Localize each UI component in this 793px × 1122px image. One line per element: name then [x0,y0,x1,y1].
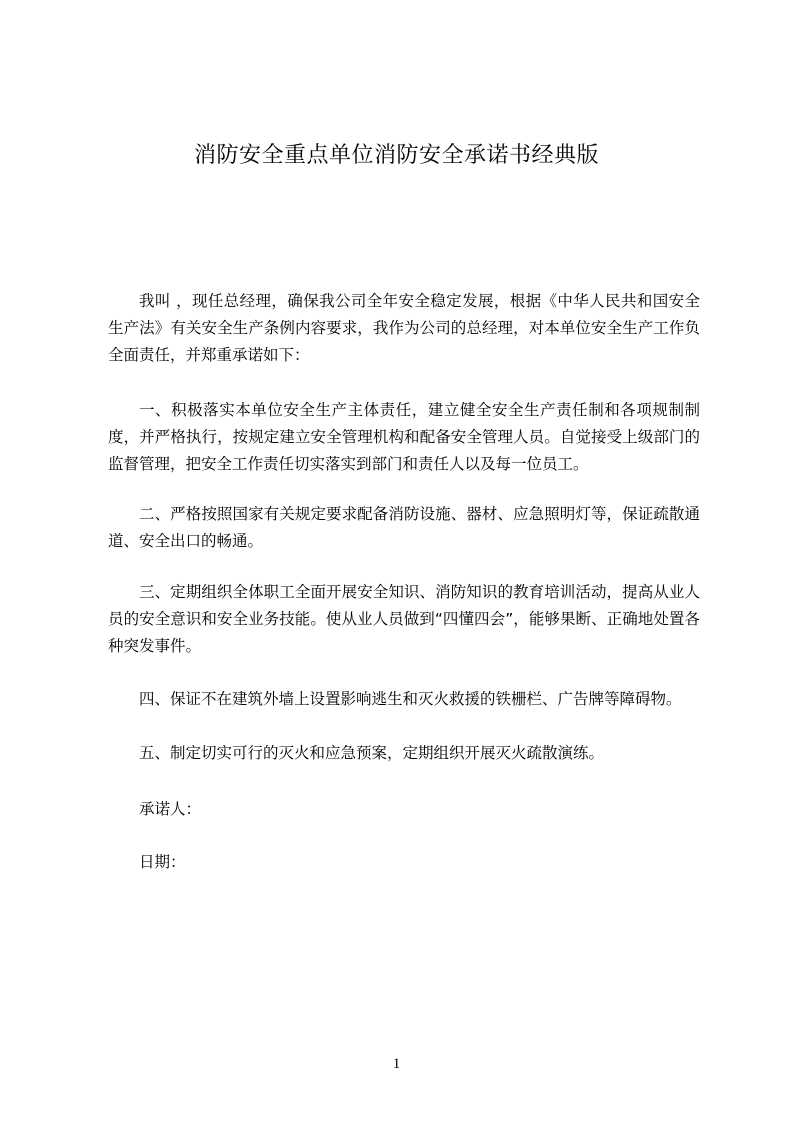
date-label: 日期： [139,853,186,871]
commitment-item-5: 五、制定切实可行的灭火和应急预案，定期组织开展灭火疏散演练。 [139,744,605,762]
commitment-item-1: 一、积极落实本单位安全生产主体责任，建立健全安全生产责任制和各项规制制度，并严格执行，按规定建立安全管理机构和配备安全管理人员。自觉接受上级部门的监督管理，把安全工作责任切实落实到部门和责任人以及每一位员工。 [108,401,700,473]
commitment-item-4: 四、保证不在建筑外墙上设置影响逃生和灭火救援的铁栅栏、广告牌等障碍物。 [139,690,682,708]
signer-label: 承诺人： [139,800,202,818]
intro-paragraph: 我叫 ，现任总经理，确保我公司全年安全稳定发展，根据《中华人民共和国安全生产法》有关安全生产条例内容要求，我作为公司的总经理，对本单位安全生产工作负全面责任，并郑重承诺如下： [108,292,700,364]
page-number: 1 [392,1056,401,1072]
document-title: 消防安全重点单位消防安全承诺书经典版 [193,143,599,168]
commitment-item-3: 三、定期组织全体职工全面开展安全知识、消防知识的教育培训活动，提高从业人员的安全意识和安全业务技能。使从业人员做到“四懂四会”，能够果断、正确地处置各种突发事件。 [108,583,700,655]
commitment-item-2: 二、严格按照国家有关规定要求配备消防设施、器材、应急照明灯等，保证疏散通道、安全出口的畅通。 [108,505,700,550]
